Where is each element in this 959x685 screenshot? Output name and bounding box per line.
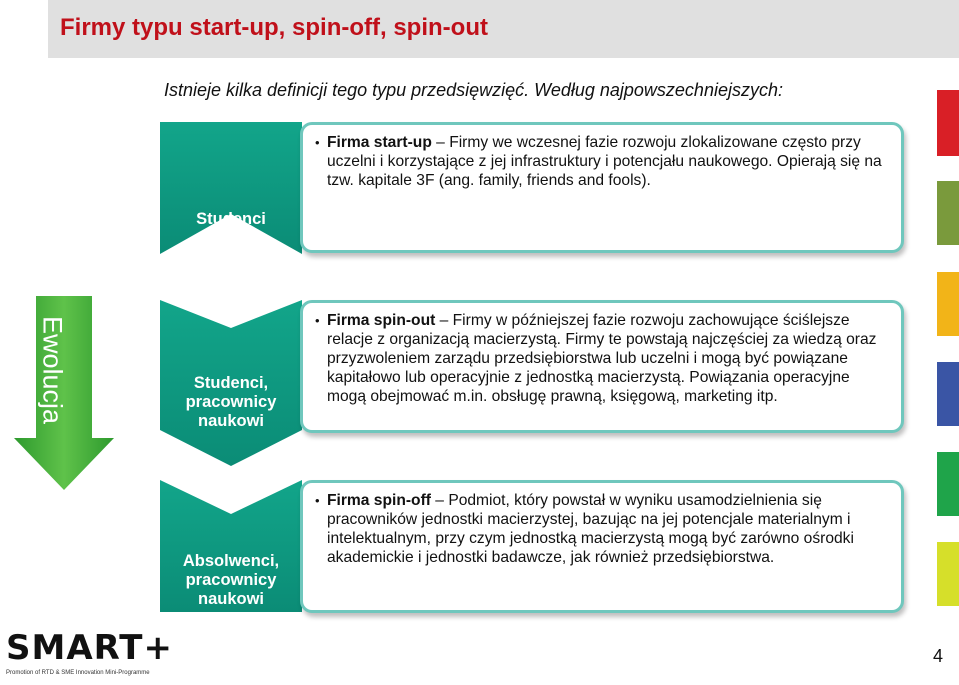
side-bar-green: [937, 452, 959, 516]
chevron-absolwenci: [160, 480, 315, 612]
page-number: 4: [932, 646, 943, 666]
side-bar-olive: [937, 181, 959, 245]
chevron-label: Absolwenci, pracownicy naukowi: [182, 552, 280, 608]
chevron-studenci-pracownicy: [160, 300, 315, 432]
side-bar-blue: [937, 362, 959, 426]
side-bar-lime: [937, 542, 959, 606]
definition: Firmy we wczesnej fazie rozwoju zlokalizowane często przy uczelni i korzystające z jej infrastruktury i potencjału naukowego. Opierają się na tzw. kapitale 3F (ang. family, friends and fools).: [327, 134, 882, 189]
chevron-studenci: [160, 122, 315, 254]
side-bar-red: [937, 90, 959, 156]
bullet-icon: •: [315, 493, 320, 508]
term: Firma start-up: [327, 134, 432, 151]
slide-subtitle: Istnieje kilka definicji tego typu przedsięwzięć. Według najpowszechniejszych:: [164, 80, 783, 100]
definition: Podmiot, który powstał w wyniku usamodzielnienia się pracowników jednostki macierzystej, bazując na jej potencjale materialnym i intelektualnym, przy czym jednostką macierzystą mogą być zarówno ośrodki akademickie i jednostki badawcze, jak również przedsiębiorstwa.: [327, 492, 854, 566]
chevron-label: Studenci, pracownicy naukowi: [185, 374, 277, 430]
term: Firma spin-out: [327, 312, 436, 329]
bullet-icon: •: [315, 135, 320, 150]
chevron-label: Studenci: [196, 210, 266, 228]
bullet-icon: •: [315, 313, 320, 328]
definition-box-spin-out: • Firma spin-out – Firmy w późniejszej fazie rozwoju zachowujące ściślejsze relacje z organizacją macierzystą. Firmy te powstają najczęściej za wiedzą oraz przyzwoleniem zarządu przedsiębiorstwa lub uczelni i mogą być powiązane kapitałowo lub operacyjnie z jednostką macierzystą. Powiązania operacyjne mogą obejmować m.in. obsługę prawną, księgową, marketing itp.: [300, 300, 904, 433]
logo-tagline: Promotion of RTD & SME Innovation Mini-Programme: [6, 670, 150, 676]
definition: Firmy w późniejszej fazie rozwoju zachowujące ściślejsze relacje z organizacją macierzystą. Firmy te powstają najczęściej za wiedzą oraz przyzwoleniem zarządu przedsiębiorstwa lub uczelni i mogą być powiązane kapitałowo lub operacyjnie z jednostką macierzystą. Powiązania operacyjne mogą obejmować m.in. obsługę prawną, księgową, marketing itp.: [327, 312, 877, 405]
term: Firma spin-off: [327, 492, 431, 509]
side-bar-yellow: [937, 272, 959, 336]
smart-plus-logo: SMART+: [6, 628, 173, 668]
definition-box-spin-off: • Firma spin-off – Podmiot, który powstał w wyniku usamodzielnienia się pracowników jednostki macierzystej, bazując na jej potencjale materialnym i intelektualnym, przy czym jednostką macierzystą mogą być zarówno ośrodki akademickie i jednostki badawcze, jak również przedsiębiorstwa.: [300, 480, 904, 613]
slide-title: Firmy typu start-up, spin-off, spin-out: [60, 14, 488, 41]
evolution-label: Ewolucja: [37, 315, 68, 425]
definition-box-start-up: • Firma start-up – Firmy we wczesnej fazie rozwoju zlokalizowane często przy uczelni i korzystające z jej infrastruktury i potencjału naukowego. Opierają się na tzw. kapitale 3F (ang. family, friends and fools).: [300, 122, 904, 253]
